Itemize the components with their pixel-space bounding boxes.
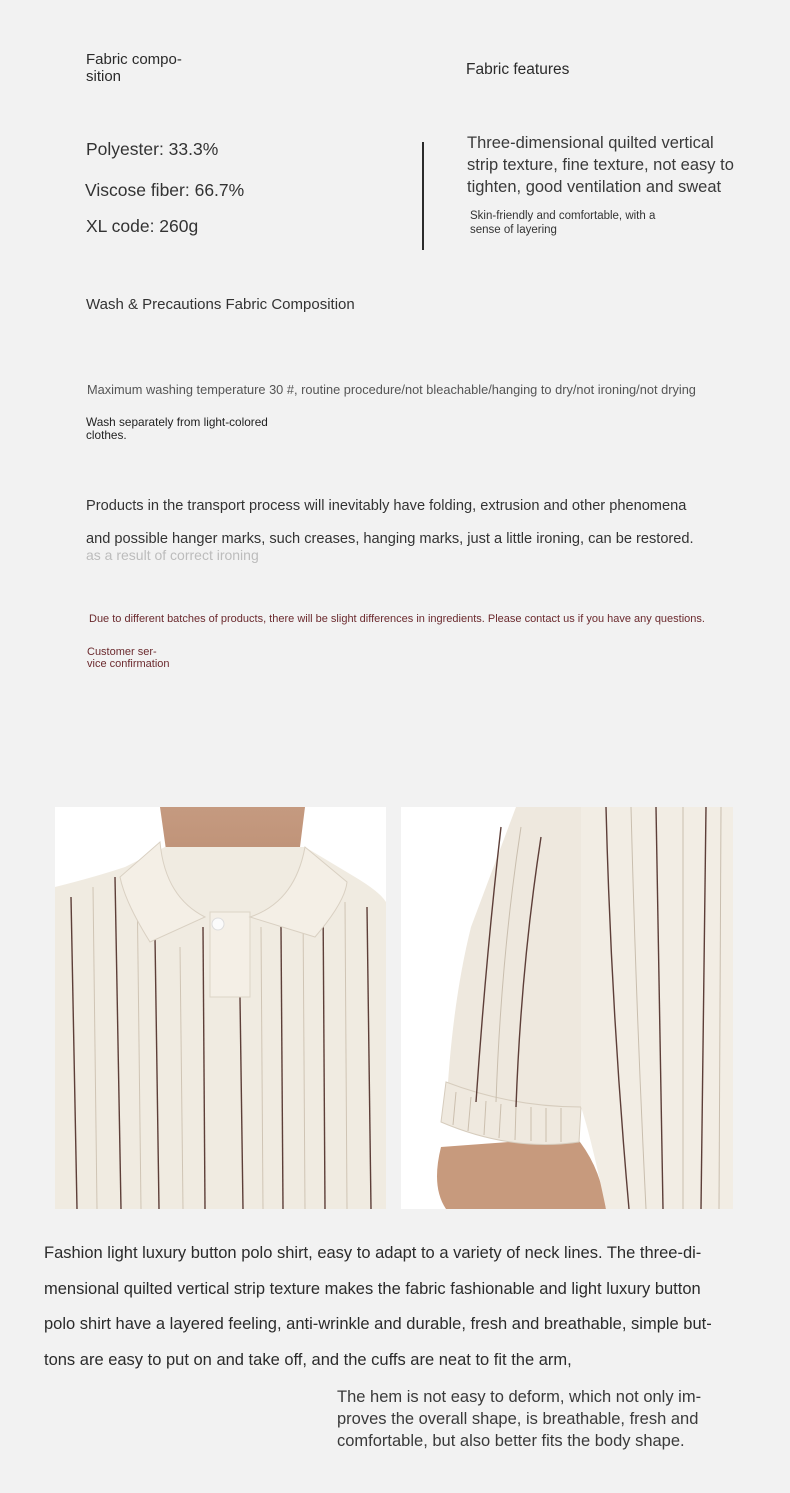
batch-difference-note: Due to different batches of products, there will be slight differences in ingredients. Please contact us if you have any questions. [89,613,705,625]
transport-note-line: and possible hanger marks, such creases, hanging marks, just a little ironing, can be restored. [86,531,694,547]
polo-sleeve-illustration [401,807,733,1209]
subnote-line: Skin-friendly and comfortable, with a [470,210,656,222]
product-photo-collar [55,807,386,1209]
feature-line: tighten, good ventilation and sweat [467,178,722,196]
heading-line: sition [86,68,122,85]
feature-line: Three-dimensional quilted vertical [467,134,714,152]
note-line: Wash separately from light-colored [86,415,268,429]
product-description [44,1236,744,1378]
product-photo-sleeve [401,807,733,1209]
transport-note-cutoff: as a result of correct ironing [86,547,259,563]
description-line: mensional quilted vertical strip texture makes the fabric fashionable and light luxury button [44,1279,701,1298]
transport-note-line: Products in the transport process will inevitably have folding, extrusion and other phenomena [86,498,687,514]
polo-collar-illustration [55,807,386,1209]
description-line: tons are easy to put on and take off, and the cuffs are neat to fit the arm, [44,1350,572,1369]
fabric-features-description [467,132,757,198]
composition-weight: XL code: 260g [86,216,199,236]
heading-line: Fabric compo- [86,51,182,68]
cs-line: Customer ser- [87,646,157,658]
fabric-features-subnote [470,210,690,237]
fabric-features-heading: Fabric features [466,61,570,78]
cs-line: vice confirmation [87,658,170,670]
fabric-composition-heading [86,51,216,85]
vertical-divider [422,142,424,250]
note-line: clothes. [86,428,127,442]
hem-line: The hem is not easy to deform, which not only im- [337,1388,702,1406]
wash-temperature-note: Maximum washing temperature 30 #, routine procedure/not bleachable/hanging to dry/not ironing/not drying [87,382,696,397]
subnote-line: sense of layering [470,223,557,236]
wash-precautions-title: Wash & Precautions Fabric Composition [86,296,355,313]
composition-viscose: Viscose fiber: 66.7% [85,180,245,200]
description-line: Fashion light luxury button polo shirt, easy to adapt to a variety of neck lines. The three-di- [44,1244,702,1262]
hem-line: comfortable, but also better fits the body shape. [337,1432,685,1450]
hem-line: proves the overall shape, is breathable, fresh and [337,1410,699,1428]
composition-polyester: Polyester: 33.3% [86,139,219,159]
description-line: polo shirt have a layered feeling, anti-wrinkle and durable, fresh and breathable, simple but- [44,1315,712,1333]
feature-line: strip texture, fine texture, not easy to [467,156,734,174]
wash-separately-note [86,416,286,442]
hem-description [337,1386,737,1452]
customer-service-confirmation [87,646,197,670]
